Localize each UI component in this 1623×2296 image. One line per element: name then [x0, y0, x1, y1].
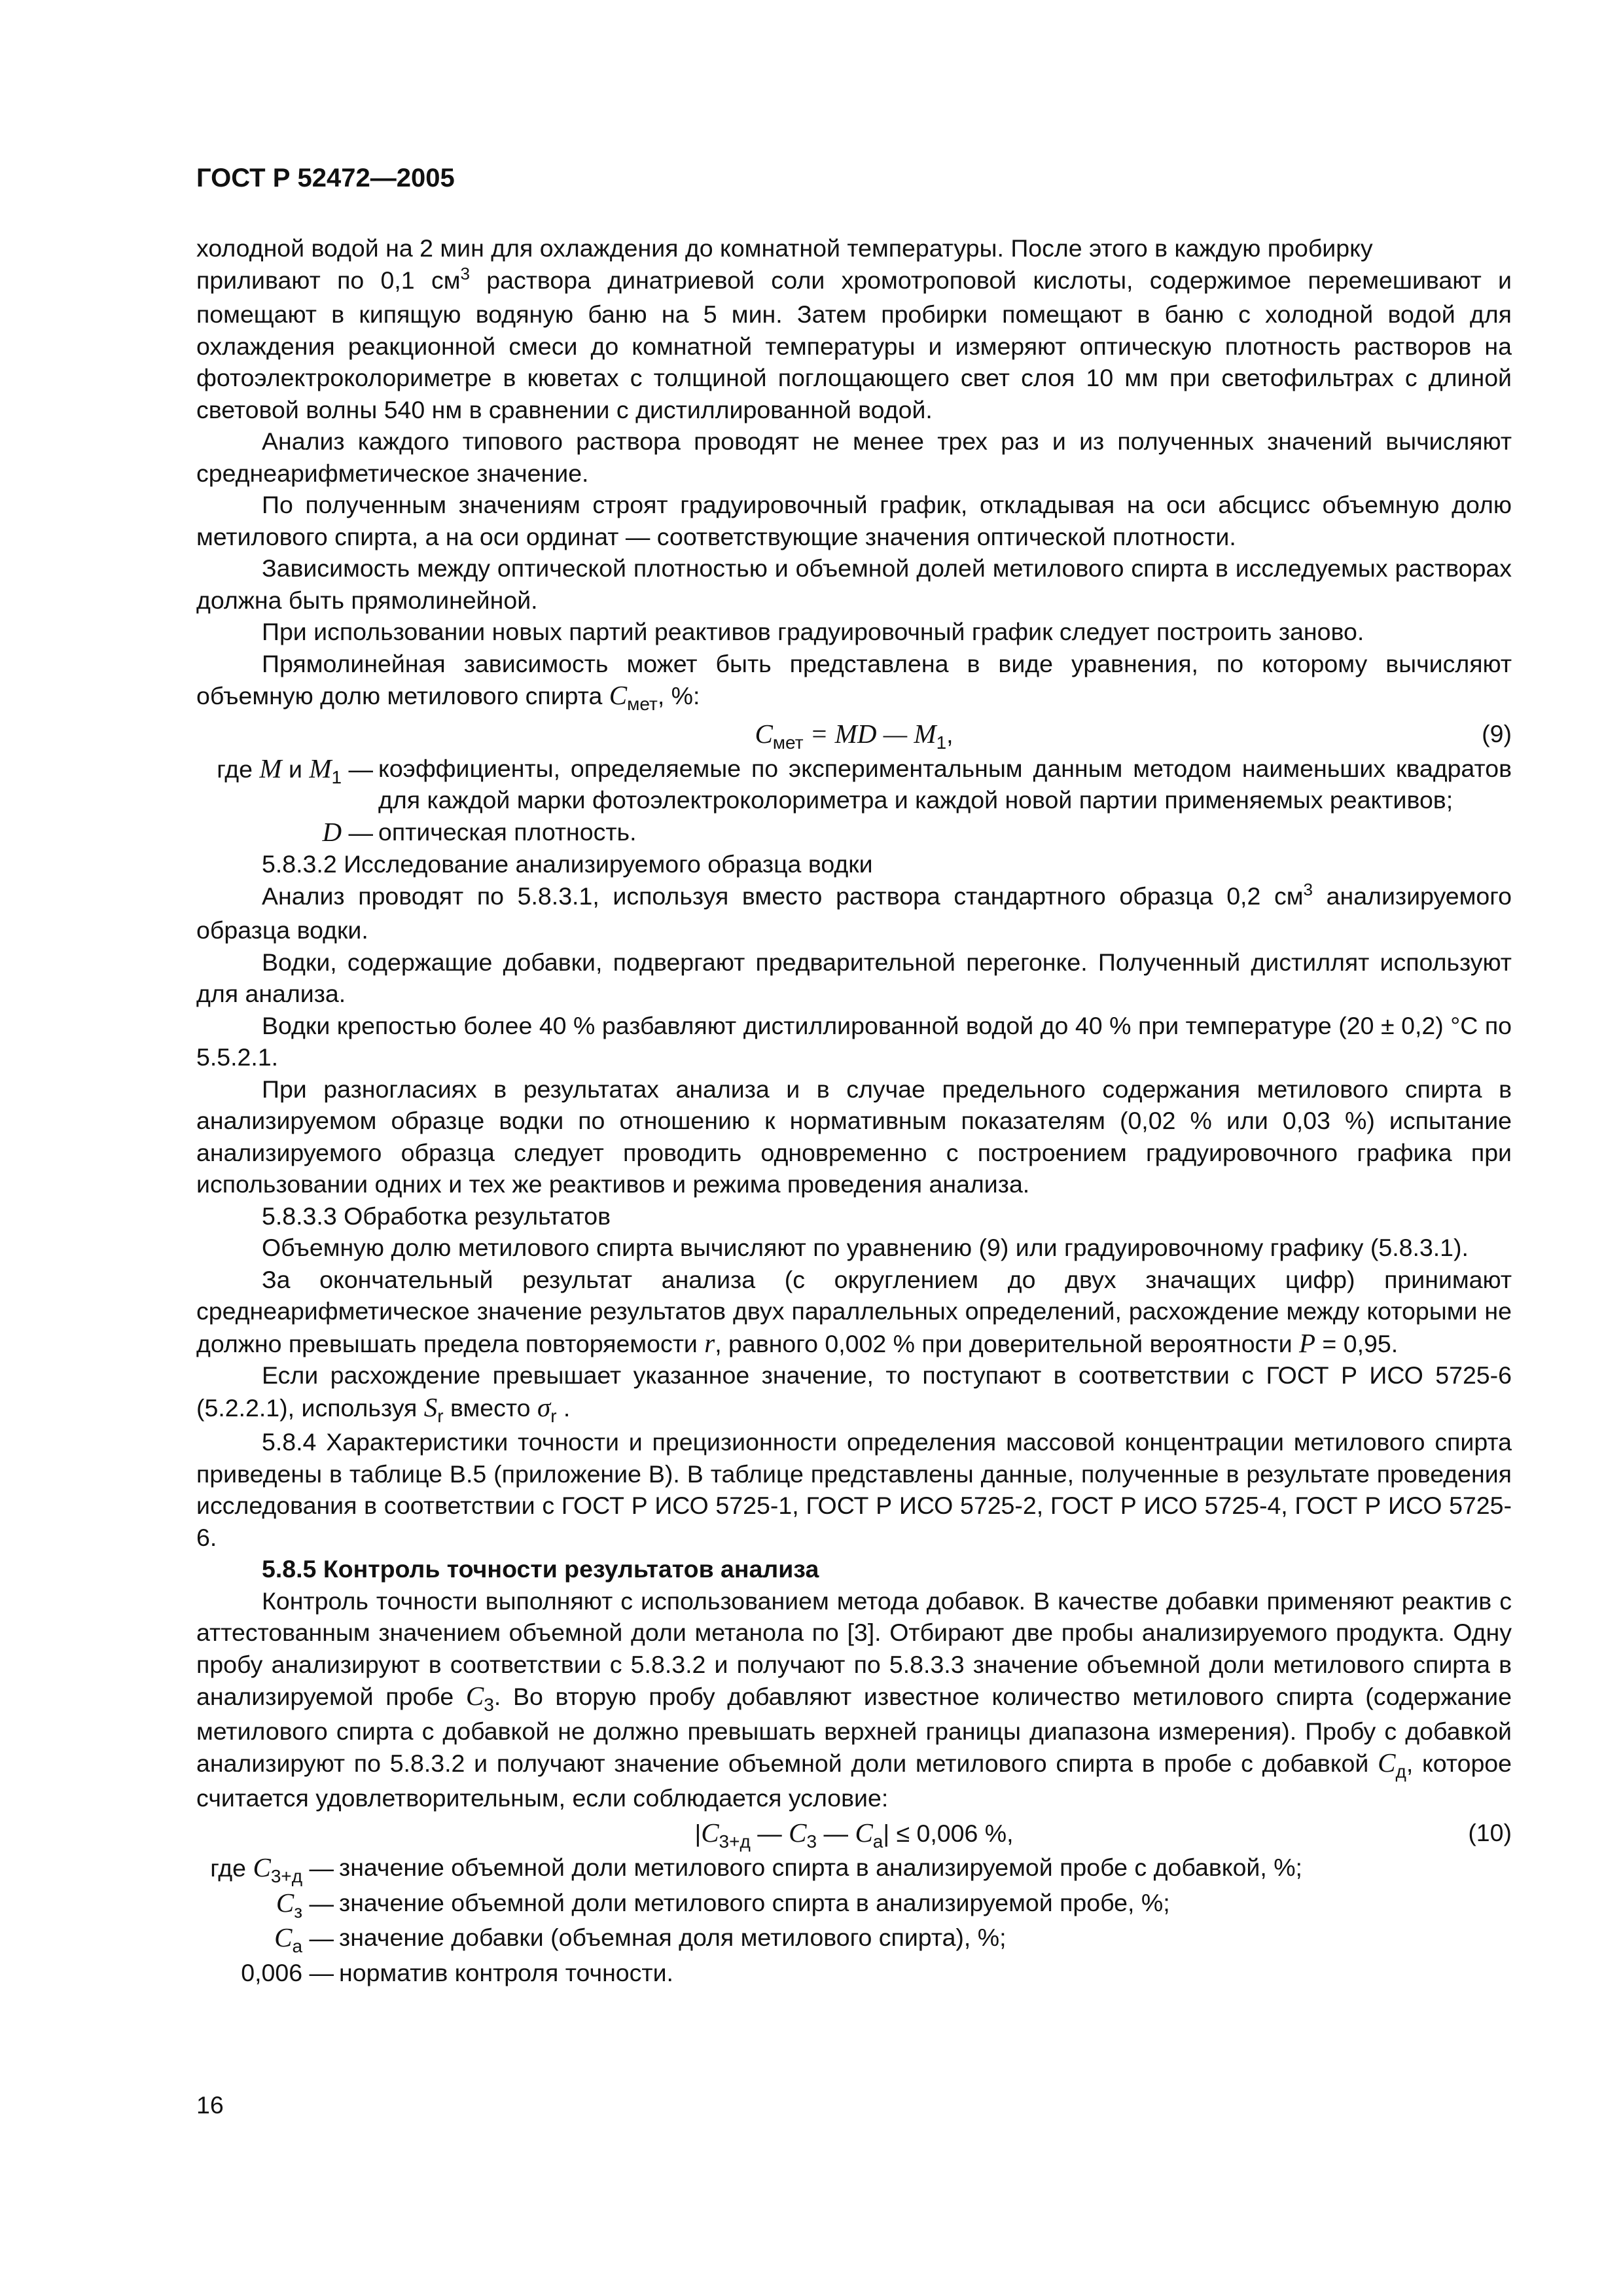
paragraph: Анализ проводят по 5.8.3.1, используя вместо раствора стандартного образца 0,2 $см^3$ анализируемого образца водки.: [196, 879, 1512, 944]
section-title: 5.8.3.3 Обработка результатов: [262, 1202, 611, 1230]
paragraph: Контроль точности выполняют с использованием метода добавок. В качестве добавки применяют реактив с аттестованным значением объемной доли метанола по [3]. Отбирают две пробы анализируемого продукта. Одну пробу анализируют в соответствии с 5.8.3.2 и получают по 5.8.3.3 значение объемной доли метилового спирта в анализируемой пробе $C_3$. Во вторую пробу добавляют известное количество метилового спирта (содержание метилового спирта с добавкой не должно превышать верхней границы диапазона измерения). Пробу с добавкой анализируют по 5.8.3.2 и получают значение объемной доли метилового спирта в пробе с добавкой $C_д$, которое считается удовлетворительным, если соблюдается условие:: [196, 1587, 1512, 1812]
equation-number: (9): [1482, 719, 1512, 747]
definitions-9: [196, 753, 1512, 849]
paragraph: 5.8.4 Характеристики точности и прецизионности определения массовой концентрации метилового спирта приведены в таблице В.5 (приложение В). В таблице представлены данные, полученные в результате проведения исследования в соответствии с ГОСТ Р ИСО 5725-1, ГОСТ Р ИСО 5725-2, ГОСТ Р ИСО 5725-4, ГОСТ Р ИСО 5725-6.: [196, 1428, 1512, 1551]
equation-number: (10): [1468, 1819, 1512, 1846]
paragraph: За окончательный результат анализа (с округлением до двух значащих цифр) принимают среднеарифметическое значение результатов двух параллельных определений, расхождение между которыми не должно превышать предела повторяемости r, равного 0,002 % при доверительной вероятности P = 0,95.: [196, 1265, 1512, 1358]
paragraph: Водки, содержащие добавки, подвергают предварительной перегонке. Полученный дистиллят используют для анализа.: [196, 948, 1512, 1007]
paragraph: Анализ каждого типового раствора проводят не менее трех раз и из полученных значений вычисляют среднеарифметическое значение.: [196, 427, 1512, 487]
definition-row: где M и $M_1$ — коэффициенты, определяемые по экспериментальным данным методом наименьших квадратов для каждой марки фотоэлектроколориметра и каждой новой партии применяемых реактивов;: [217, 753, 1512, 814]
definition-row: D — оптическая плотность.: [322, 816, 637, 847]
paragraph: холодной водой на 2 мин для охлаждения до комнатной температуры. После этого в каждую пробирку приливают по 0,1 $см^3$ раствора динатриевой соли хромотроповой кислоты, содержимое перемешивают и помещают в кипящую водяную баню на 5 мин. Затем пробирки помещают в баню с холодной водой для охлаждения реакционной смеси до комнатной температуры и измеряют оптическую плотность растворов на фотоэлектроколориметре в кюветах с толщиной поглощающего свет слоя 10 мм при светофильтрах с длиной световой волны 540 нм в сравнении с дистиллированной водой.: [196, 234, 1512, 423]
paragraph: При использовании новых партий реактивов градуировочный график следует построить заново.: [262, 618, 1364, 645]
equation-10: $|C_{3+д}$ — $C_3$ — $C_а| \le 0,006$ %, (10): [196, 1814, 1512, 1852]
definitions-10: [196, 1852, 1512, 1988]
paragraph: При разногласиях в результатах анализа и в случае предельного содержания метилового спирта в анализируемом образце водки по отношению к нормативным показателям (0,02 % или 0,03 %) испытание анализируемого образца следует проводить одновременно с построением градуировочного графика при использовании одних и тех же реактивов и режима проведения анализа.: [196, 1075, 1512, 1198]
equation-9: $C_{мет}$ = MD — $M_1$, (9): [196, 715, 1512, 753]
document-header: ГОСТ Р 52472—2005: [196, 164, 455, 192]
paragraph: Если расхождение превышает указанное значение, то поступают в соответствии с ГОСТ Р ИСО 5725-6 (5.2.2.1), используя $S_r$ вместо $\sigma_r$ .: [196, 1361, 1512, 1426]
definition-row: $C_з$ — значение объемной доли метилового спирта в анализируемой пробе, %;: [276, 1887, 1170, 1922]
paragraph: Зависимость между оптической плотностью и объемной долей метилового спирта в исследуемых растворах должна быть прямолинейной.: [196, 554, 1512, 614]
paragraph: Прямолинейная зависимость может быть представлена в виде уравнения, по которому вычисляют объемную долю метилового спирта $C_{мет}$, %:: [196, 649, 1512, 714]
document-page: [196, 164, 1512, 1988]
definition-row: $C_а$ — значение добавки (объемная доля метилового спирта), %;: [274, 1922, 1007, 1956]
section-title: 5.8.3.2 Исследование анализируемого образца водки: [262, 850, 873, 878]
page-number: 16: [196, 2091, 224, 2119]
paragraph: По полученным значениям строят градуировочный график, откладывая на оси абсцисс объемную долю метилового спирта, а на оси ординат — соответствующие значения оптической плотности.: [196, 491, 1512, 550]
paragraph: Объемную долю метилового спирта вычисляют по уравнению (9) или градуировочному графику (5.8.3.1).: [262, 1234, 1469, 1261]
section-title: 5.8.5 Контроль точности результатов анализа: [262, 1555, 819, 1583]
definition-row: где $C_{3+д}$ — значение объемной доли метилового спирта в анализируемой пробе с добавкой, %;: [210, 1852, 1302, 1886]
paragraph: Водки крепостью более 40 % разбавляют дистиллированной водой до 40 % при температуре (20 ± 0,2) °С по 5.5.2.1.: [196, 1011, 1512, 1071]
definition-row: 0,006 — норматив контроля точности.: [241, 1958, 673, 1986]
